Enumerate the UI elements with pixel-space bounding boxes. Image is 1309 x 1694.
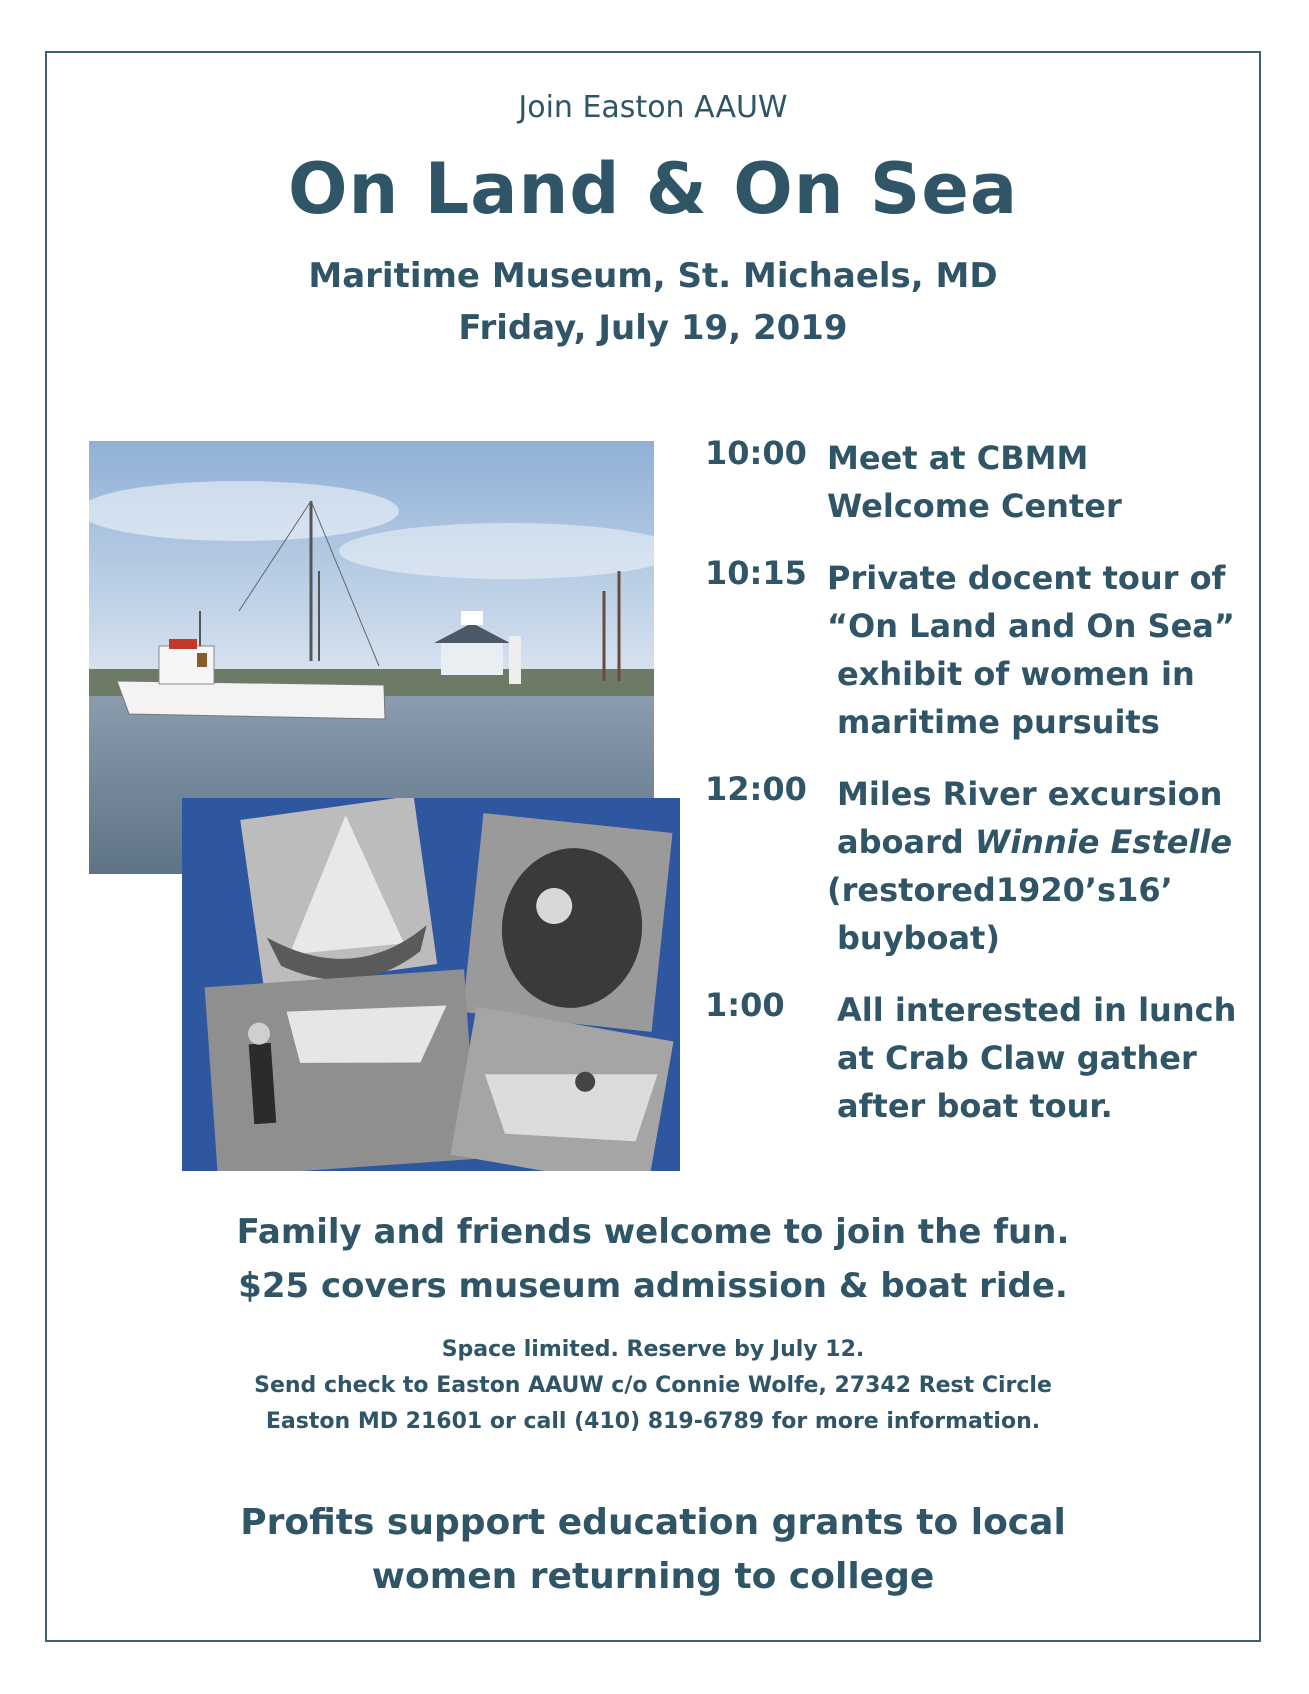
schedule-time: 10:15 [705,554,807,592]
boat-name: Winnie Estelle [974,823,1233,861]
price-line: $25 covers museum admission & boat ride. [238,1266,1068,1306]
reserve-line: Space limited. Reserve by July 12. [441,1337,865,1362]
schedule-line: (restored1920’s16’ [827,871,1173,909]
schedule-list [705,434,1245,1154]
schedule-line: exhibit of women in [837,655,1195,693]
schedule-line: Meet at CBMM [827,439,1089,477]
reserve-line: Easton MD 21601 or call (410) 819-6789 for more information. [265,1409,1041,1434]
profits-line: Profits support education grants to local [240,1502,1066,1543]
schedule-item [705,554,1245,746]
welcome-line: Family and friends welcome to join the fun. [236,1212,1070,1252]
kicker-text: Join Easton AAUW [518,90,788,125]
profits-line: women returning to college [371,1556,935,1597]
schedule-item [705,770,1245,962]
schedule-line-prefix: aboard [837,823,975,861]
schedule-item [705,434,1245,530]
schedule-line: “On Land and On Sea” [827,607,1235,645]
location-text: Maritime Museum, St. Michaels, MD [308,256,998,296]
schedule-line: All interested in lunch [837,991,1237,1029]
profits-statement [45,1496,1261,1604]
schedule-line: Private docent tour of [827,559,1226,597]
welcome-text [45,1205,1261,1313]
schedule-line: maritime pursuits [837,703,1160,741]
flyer-title: On Land & On Sea [287,148,1019,230]
schedule-line: after boat tour. [837,1087,1113,1125]
historic-photo-collage [182,798,680,1171]
schedule-line [827,818,1245,866]
schedule-time: 1:00 [705,986,785,1024]
schedule-time: 12:00 [705,770,807,808]
schedule-item [705,986,1245,1130]
reservation-info [45,1332,1261,1440]
schedule-line: buyboat) [837,919,1000,957]
schedule-time: 10:00 [705,434,807,472]
schedule-line: at Crab Claw gather [837,1039,1197,1077]
event-details [45,250,1261,354]
schedule-line: Welcome Center [827,487,1122,525]
reserve-line: Send check to Easton AAUW c/o Connie Wolfe, 27342 Rest Circle [254,1373,1052,1398]
schedule-line: Miles River excursion [837,775,1223,813]
date-text: Friday, July 19, 2019 [458,308,848,348]
